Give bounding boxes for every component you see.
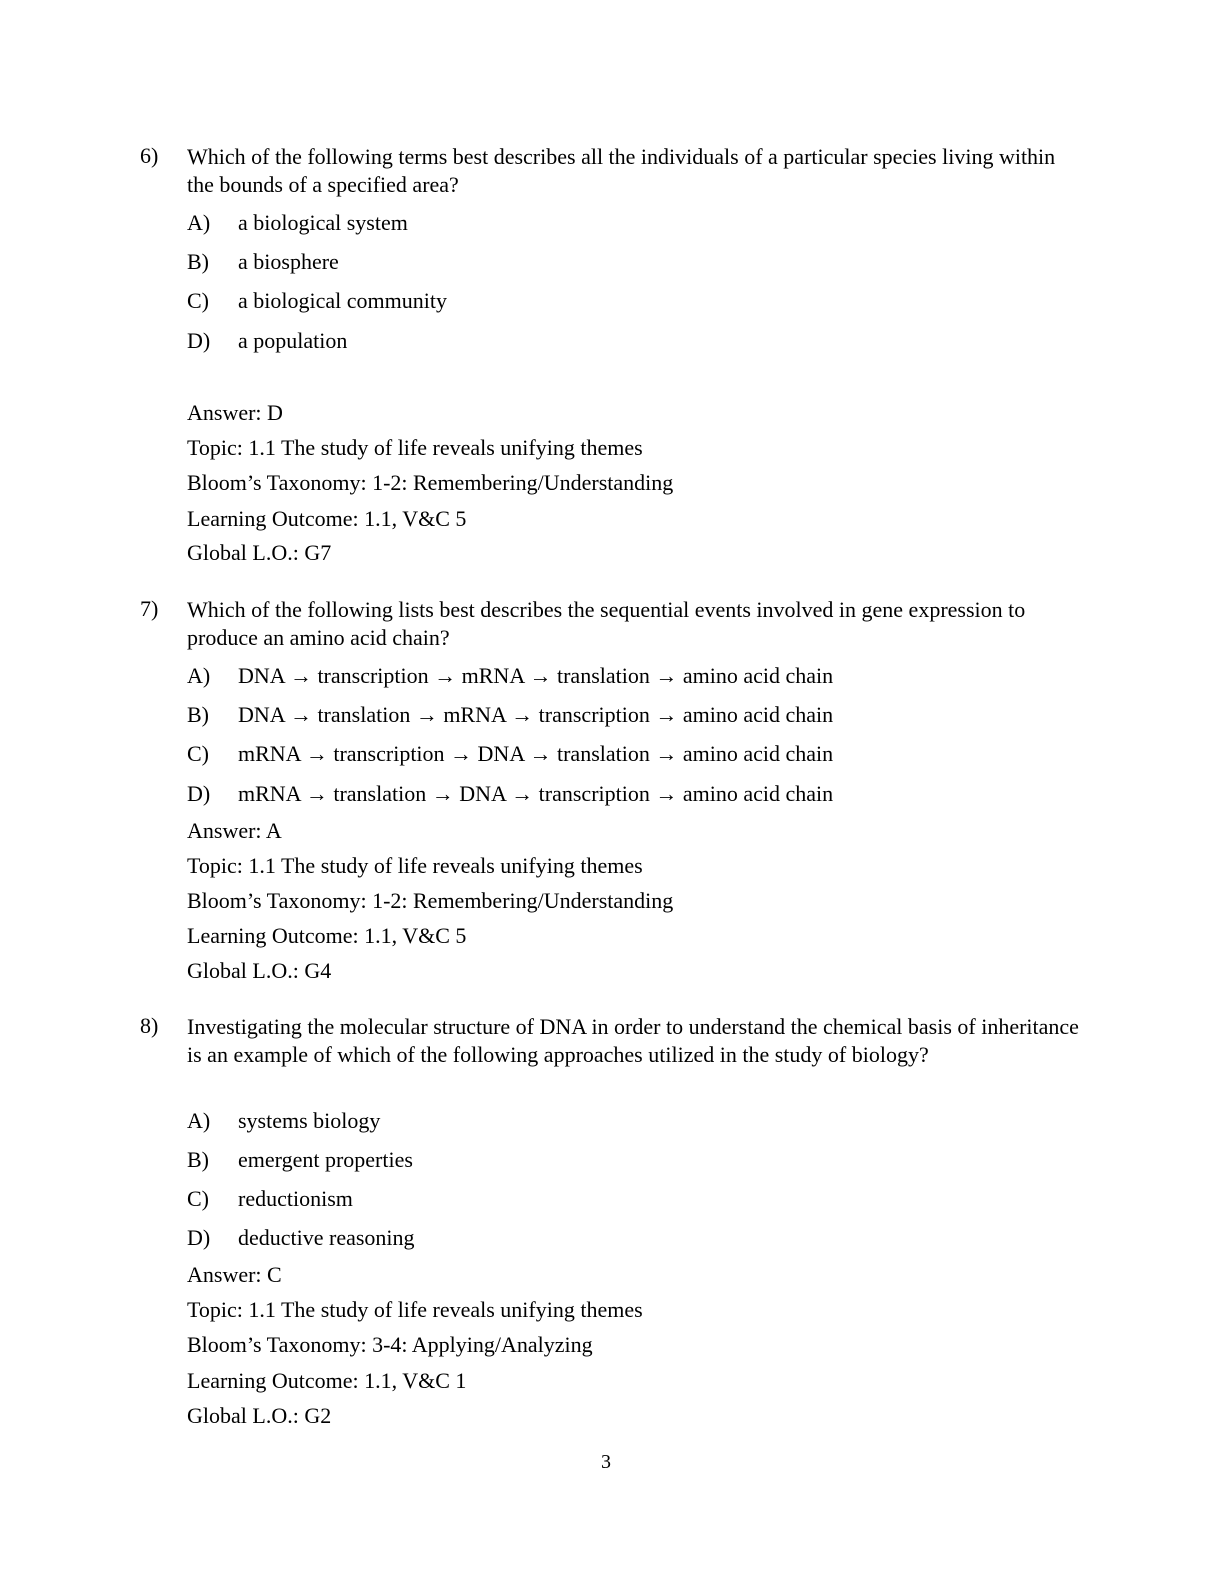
global-lo: Global L.O.: G2: [187, 1403, 332, 1428]
question-7: [140, 596, 1090, 996]
option-letter: B): [187, 249, 209, 274]
learning-outcome: Learning Outcome: 1.1, V&C 5: [187, 506, 467, 531]
page-number: 3: [601, 1451, 611, 1473]
question-number: 6): [140, 143, 159, 168]
option-text: mRNA → transcription → DNA → translation → amino acid chain: [238, 741, 834, 766]
option-c: [187, 740, 1087, 768]
option-text: emergent properties: [238, 1147, 413, 1172]
option-c: [187, 1185, 1087, 1213]
question-stem: Which of the following terms best describes all the individuals of a particular species living within the bounds of a specified area?: [187, 144, 1056, 197]
option-text: DNA → translation → mRNA → transcription → amino acid chain: [238, 702, 834, 727]
question-number: 7): [140, 596, 159, 621]
option-d: [187, 327, 1087, 355]
question-number: 8): [140, 1013, 159, 1038]
answer: Answer: A: [187, 818, 282, 843]
option-letter: B): [187, 1147, 209, 1172]
option-b: [187, 701, 1087, 729]
option-b: [187, 248, 1087, 276]
option-letter: C): [187, 1186, 209, 1211]
bloom-taxonomy: Bloom’s Taxonomy: 3-4: Applying/Analyzing: [187, 1332, 593, 1357]
option-a: [187, 1107, 1087, 1135]
option-b: [187, 1146, 1087, 1174]
topic: Topic: 1.1 The study of life reveals unifying themes: [187, 853, 643, 878]
option-text: DNA → transcription → mRNA → translation → amino acid chain: [238, 663, 834, 688]
option-letter: A): [187, 1108, 211, 1133]
option-d: [187, 1224, 1087, 1252]
option-text: a population: [238, 328, 348, 353]
option-text: deductive reasoning: [238, 1225, 415, 1250]
topic: Topic: 1.1 The study of life reveals unifying themes: [187, 435, 643, 460]
bloom-taxonomy: Bloom’s Taxonomy: 1-2: Remembering/Understanding: [187, 470, 674, 495]
option-text: a biological system: [238, 210, 408, 235]
global-lo: Global L.O.: G7: [187, 540, 332, 565]
bloom-taxonomy: Bloom’s Taxonomy: 1-2: Remembering/Understanding: [187, 888, 674, 913]
question-stem: Investigating the molecular structure of DNA in order to understand the chemical basis of inheritance is an example of which of the following approaches utilized in the study of biology?: [187, 1014, 1079, 1067]
option-text: systems biology: [238, 1108, 381, 1133]
option-letter: D): [187, 1225, 211, 1250]
answer: Answer: D: [187, 400, 283, 425]
global-lo: Global L.O.: G4: [187, 958, 332, 983]
option-letter: A): [187, 210, 211, 235]
option-letter: D): [187, 781, 211, 806]
option-a: [187, 209, 1087, 237]
answer: Answer: C: [187, 1262, 282, 1287]
question-8: [140, 1013, 1090, 1443]
learning-outcome: Learning Outcome: 1.1, V&C 1: [187, 1368, 467, 1393]
option-a: [187, 662, 1087, 690]
option-text: mRNA → translation → DNA → transcription → amino acid chain: [238, 781, 834, 806]
option-text: a biological community: [238, 288, 447, 313]
option-letter: D): [187, 328, 211, 353]
learning-outcome: Learning Outcome: 1.1, V&C 5: [187, 923, 467, 948]
option-letter: B): [187, 702, 209, 727]
option-letter: C): [187, 741, 209, 766]
option-text: reductionism: [238, 1186, 353, 1211]
option-letter: C): [187, 288, 209, 313]
option-text: a biosphere: [238, 249, 339, 274]
option-d: [187, 780, 1087, 808]
option-c: [187, 287, 1087, 315]
question-6: [140, 143, 1090, 573]
question-stem: Which of the following lists best describes the sequential events involved in gene expression to produce an amino acid chain?: [187, 597, 1026, 650]
option-letter: A): [187, 663, 211, 688]
topic: Topic: 1.1 The study of life reveals unifying themes: [187, 1297, 643, 1322]
